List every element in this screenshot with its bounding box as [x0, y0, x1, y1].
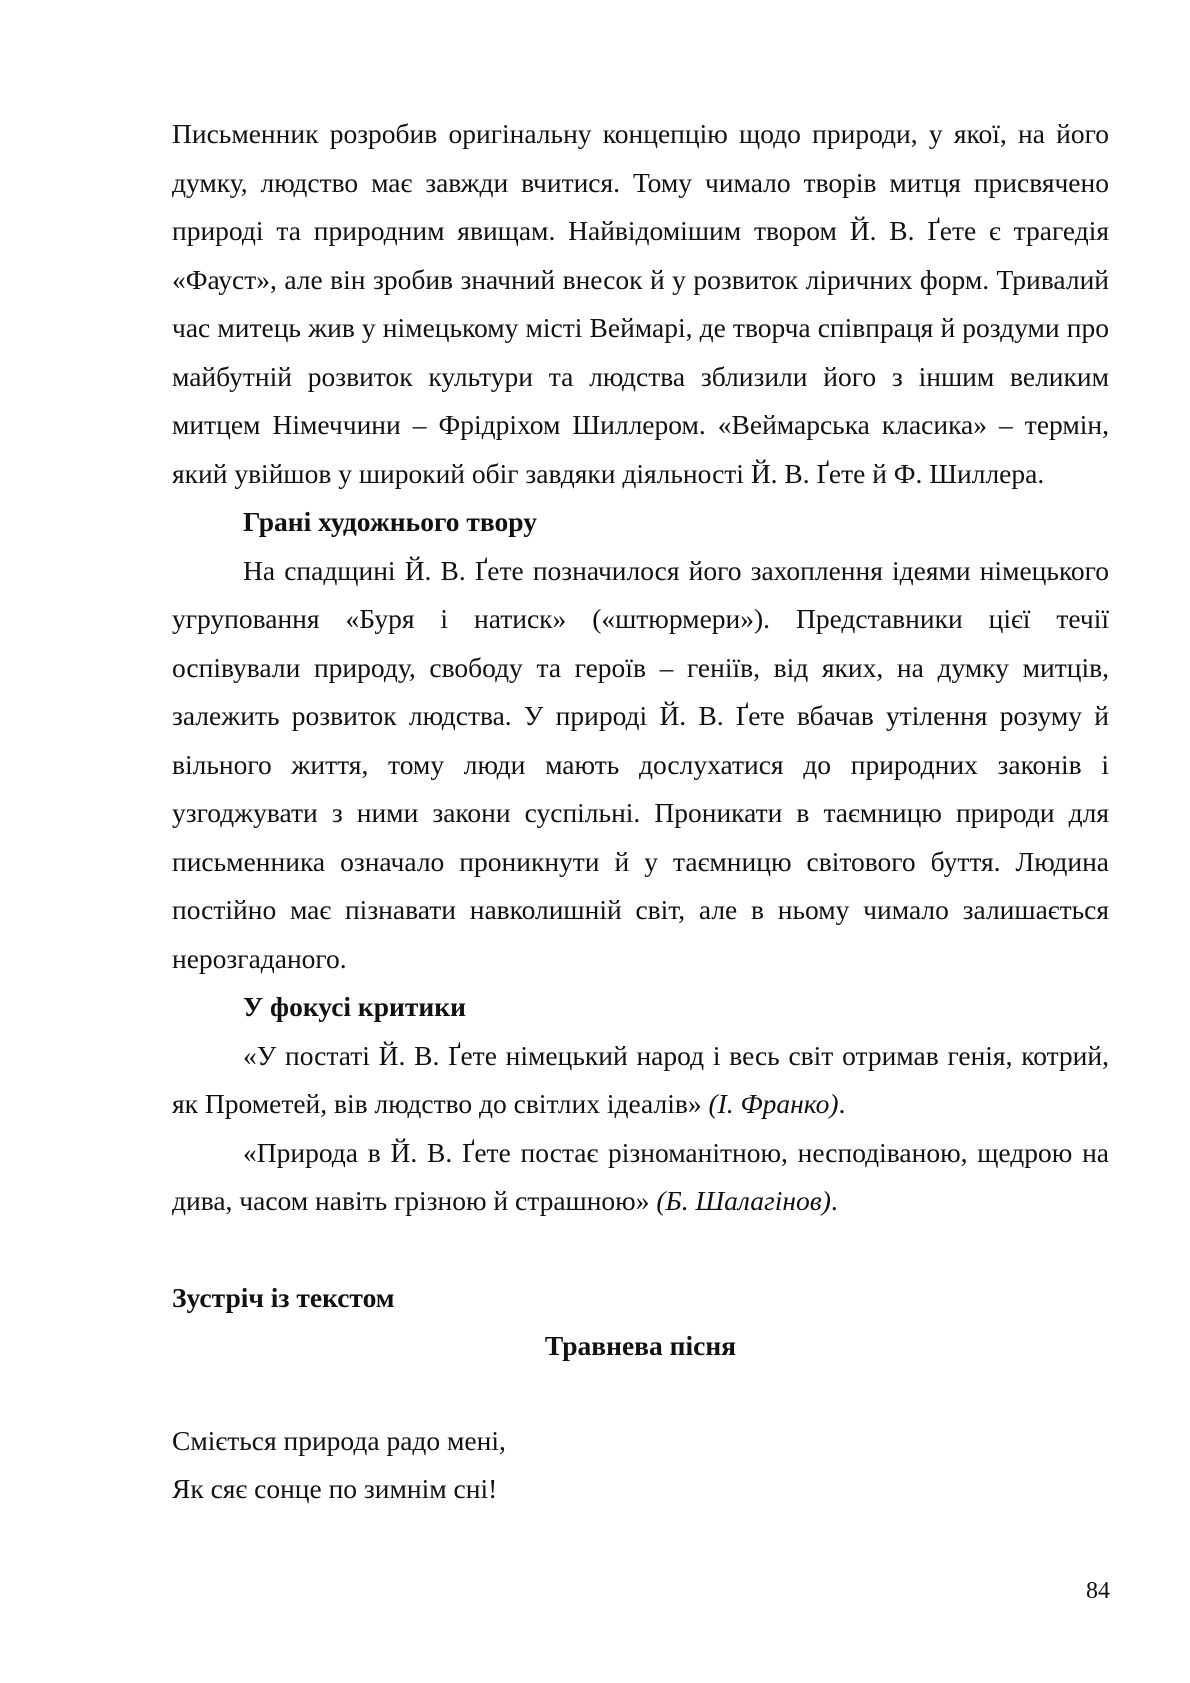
section-heading-text-encounter: Зустріч із текстом: [172, 1281, 395, 1313]
poem-line: Як сяє сонце по зимнім сні!: [172, 1473, 498, 1504]
section-heading-criticism: У фокусі критики: [243, 991, 466, 1022]
criticism-quote-franko: [172, 1032, 1109, 1129]
section-heading-facets: Грані художнього твору: [243, 506, 537, 537]
quote-author: (І. Франко): [708, 1088, 839, 1119]
page-number: 84: [1086, 1578, 1110, 1604]
criticism-quote-shalahinov: [172, 1129, 1109, 1226]
page-body: [172, 110, 1109, 1514]
quote-end: .: [830, 1185, 838, 1216]
poem-title: Травнева пісня: [544, 1330, 737, 1361]
intro-paragraph: Письменник розробив оригінальну концепцію щодо природи, у якої, на його думку, людство має завжди вчитися. Тому чимало творів митця присвячено природі та природним явищам. Найвідомішим твором Й. В. Ґете є трагедія «Фауст», але він зробив значний внесок й у розвиток ліричних форм. Тривалий час митець жив у німецькому місті Веймарі, де творча співпраця й роздуми про майбутній розвиток культури та людства зблизили його з іншим великим митцем Німеччини – Фрідріхом Шиллером. «Веймарська класика» – термін, який увійшов у широкий обіг завдяки діяльності Й. В. Ґете й Ф. Шиллера.: [172, 118, 1109, 489]
quote-end: .: [838, 1088, 846, 1119]
spacer: [172, 1226, 1109, 1274]
quote-author: (Б. Шалагінов): [656, 1185, 831, 1216]
spacer: [172, 1371, 1109, 1417]
poem-line: Сміється природа радо мені,: [172, 1424, 506, 1456]
quote-text: «У постаті Й. В. Ґете німецький народ і весь світ отримав генія, котрий, як Прометей, вів людство до світлих ідеалів»: [172, 1039, 1109, 1119]
facets-paragraph: На спадщині Й. В. Ґете позначилося його захоплення ідеями німецького угруповання «Буря і натиск» («штюрмери»). Представники цієї течії оспівували природу, свободу та героїв – геніїв, від яких, на думку митців, залежить розвиток людства. У природі Й. В. Ґете вбачав утілення розуму й вільного життя, тому люди мають дослухатися до природних законів і узгоджувати з ними закони суспільні. Проникати в таємницю природи для письменника означало проникнути й у таємницю світового буття. Людина постійно має пізнавати навколишній світ, але в ньому чимало залишається нерозгаданого.: [172, 554, 1109, 974]
quote-text: «Природа в Й. В. Ґете постає різноманітною, несподіваною, щедрою на дива, часом навіть грізною й страшною»: [172, 1136, 1109, 1216]
